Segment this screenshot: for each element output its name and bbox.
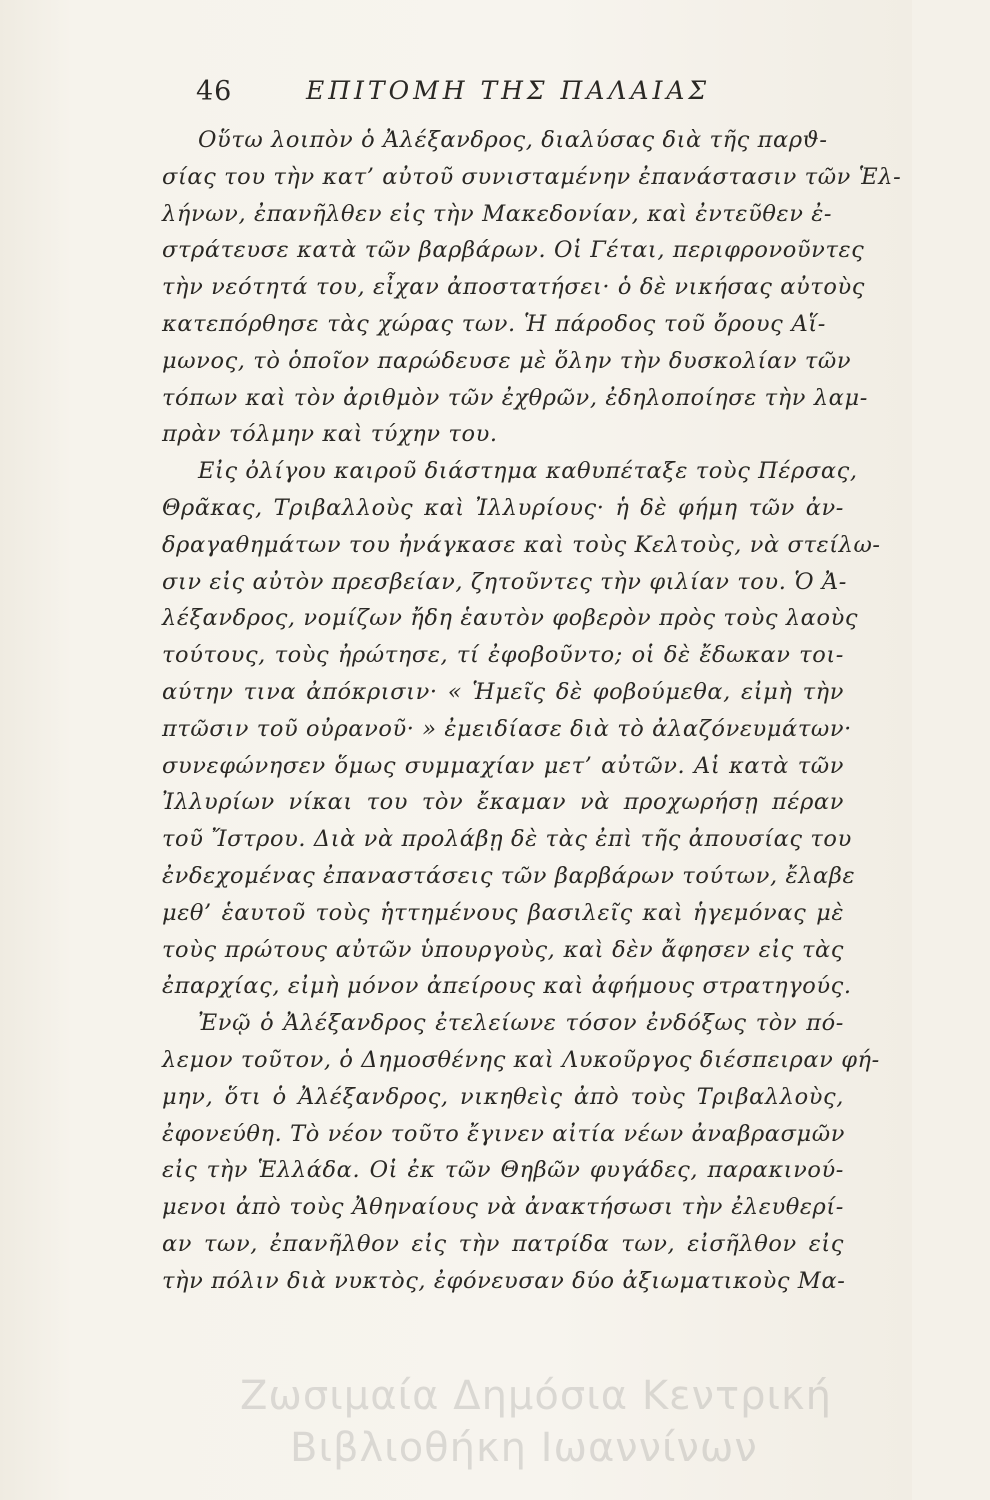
text-line: ἐπαρχίας, εἰμὴ μόνον ἀπείρους καὶ ἀφήμους στρατηγούς. — [162, 973, 852, 1000]
text-line: τὴν νεότητά του, εἶχαν ἀποστατήσει· ὁ δὲ νικήσας αὐτοὺς — [162, 274, 865, 301]
text-line: πτῶσιν τοῦ οὐρανοῦ· » ἐμειδίασε διὰ τὸ ἀλαζόνευμάτων· — [162, 715, 852, 742]
text-line: λήνων, ἐπανῆλθεν εἰς τὴν Μακεδονίαν, καὶ ἐντεῦθεν ἐ- — [162, 200, 833, 227]
text-line: λεμον τοῦτον, ὁ Δημοσθένης καὶ Λυκοῦργος διέσπειραν φή- — [162, 1046, 880, 1073]
text-line: σιν εἰς αὐτὸν πρεσβείαν, ζητοῦντες τὴν φιλίαν του. Ὁ Ἀ- — [162, 568, 847, 595]
text-line: αν των, ἐπανῆλθον εἰς τὴν πατρίδα των, εἰσῆλθον εἰς — [162, 1230, 844, 1257]
text-line: αύτην τινα ἀπόκρισιν· « Ἡμεῖς δὲ φοβούμεθα, εἰμὴ τὴν — [162, 678, 844, 705]
text-line: ἐνδεχομένας ἐπαναστάσεις τῶν βαρβάρων τούτων, ἔλαβε — [162, 862, 856, 889]
text-line: τοῦ Ἴστρου. Διὰ νὰ προλάβῃ δὲ τὰς ἐπὶ τῆς ἀπουσίας του — [162, 826, 852, 853]
watermark-line-2: Βιβλιοθήκη Ιωαννίνων — [290, 1425, 758, 1471]
body-text — [162, 122, 902, 1300]
text-line: Ἐνῷ ὁ Ἀλέξανδρος ἐτελείωνε τόσον ἐνδόξως τὸν πό- — [198, 1010, 844, 1037]
text-line: μενοι ἀπὸ τοὺς Ἀθηναίους νὰ ἀνακτήσωσι τὴν ἐλευθερί- — [162, 1194, 844, 1221]
text-line: λέξανδρος, νομίζων ἤδη ἑαυτὸν φοβερὸν πρὸς τοὺς λαοὺς — [162, 605, 859, 632]
text-line: σίας του τὴν κατ’ αὐτοῦ συνισταμένην ἐπανάστασιν τῶν Ἑλ- — [162, 163, 902, 190]
text-line: Θρᾶκας, Τριβαλλοὺς καὶ Ἰλλυρίους· ἡ δὲ φήμη τῶν ἀν- — [162, 494, 844, 521]
page-number: 46 — [196, 76, 233, 107]
text-line: μεθ’ ἑαυτοῦ τοὺς ἡττημένους βασιλεῖς καὶ ἡγεμόνας μὲ — [162, 899, 844, 926]
library-watermark — [240, 1370, 940, 1474]
running-title: ΕΠΙΤΟΜΗ ΤΗΣ ΠΑΛΑΙΑΣ — [306, 76, 711, 105]
text-line: μην, ὅτι ὁ Ἀλέξανδρος, νικηθεὶς ἀπὸ τοὺς Τριβαλλοὺς, — [162, 1083, 844, 1110]
text-line: τόπων καὶ τὸν ἀριθμὸν τῶν ἐχθρῶν, ἐδηλοποίησε τὴν λαμ- — [162, 384, 868, 411]
text-line: δραγαθημάτων του ἠνάγκασε καὶ τοὺς Κελτοὺς, νὰ στείλω- — [162, 531, 881, 558]
text-line: Εἰς ὀλίγου καιροῦ διάστημα καθυπέταξε τοὺς Πέρσας, — [198, 458, 858, 485]
text-line: τοὺς πρώτους αὐτῶν ὑπουργοὺς, καὶ δὲν ἄφησεν εἰς τὰς — [162, 936, 844, 963]
text-line: στράτευσε κατὰ τῶν βαρβάρων. Οἱ Γέται, περιφρονοῦντες — [162, 237, 865, 264]
text-line: τὴν πόλιν διὰ νυκτὸς, ἐφόνευσαν δύο ἀξιωματικοὺς Μα- — [162, 1267, 846, 1294]
text-line: Ἰλλυρίων νίκαι του τὸν ἔκαμαν νὰ προχωρήσῃ πέραν — [162, 789, 844, 816]
text-line: κατεπόρθησε τὰς χώρας των. Ἡ πάροδος τοῦ ὄρους Αἵ- — [162, 310, 826, 337]
text-line: ἐφονεύθη. Τὸ νέον τοῦτο ἔγινεν αἰτία νέων ἀναβρασμῶν — [162, 1120, 845, 1147]
watermark-line-1: Ζωσιμαία Δημόσια Κεντρική — [240, 1373, 832, 1419]
text-line: συνεφώνησεν ὅμως συμμαχίαν μετ’ αὐτῶν. Αἱ κατὰ τῶν — [162, 752, 844, 779]
text-line: μωνος, τὸ ὁποῖον παρώδευσε μὲ ὅλην τὴν δυσκολίαν τῶν — [162, 347, 852, 374]
text-line: πρὰν τόλμην καὶ τύχην του. — [162, 421, 498, 448]
text-line: τούτους, τοὺς ἠρώτησε, τί ἐφοβοῦντο; οἱ δὲ ἔδωκαν τοι- — [162, 642, 844, 669]
text-line: εἰς τὴν Ἑλλάδα. Οἱ ἐκ τῶν Θηβῶν φυγάδες, παρακινού- — [162, 1157, 844, 1184]
page-header — [196, 70, 756, 116]
text-line: Οὕτω λοιπὸν ὁ Ἀλέξανδρος, διαλύσας διὰ τῆς παρϑ- — [198, 127, 828, 153]
